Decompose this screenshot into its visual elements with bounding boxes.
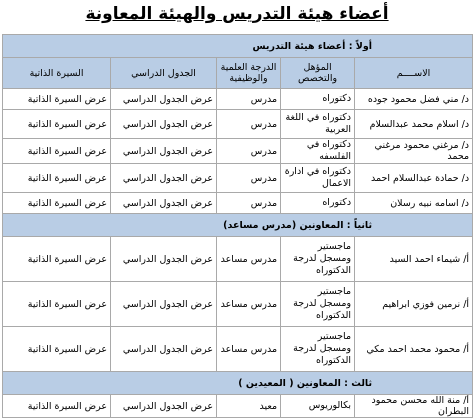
section-faculty-label: أولاً : أعضاء هيئة التدريس [252, 40, 373, 52]
view-cv-link[interactable]: عرض السيرة الذاتية [3, 89, 111, 110]
staff-name: د/ حمادة عبدالسلام احمد [355, 164, 473, 193]
section-assistants [3, 214, 473, 237]
staff-qualification: بكالوريوس [281, 395, 355, 418]
header-rank: الدرجة العلمية والوظيفية [217, 58, 281, 89]
view-schedule-link[interactable]: عرض الجدول الدراسي [111, 193, 217, 214]
view-cv-link[interactable]: عرض السيرة الذاتية [3, 237, 111, 282]
staff-rank: معيد [217, 395, 281, 418]
view-cv-link[interactable]: عرض السيرة الذاتية [3, 327, 111, 372]
view-schedule-link[interactable]: عرض الجدول الدراسي [111, 89, 217, 110]
header-name: الاســــم [355, 58, 473, 89]
view-schedule-link[interactable]: عرض الجدول الدراسي [111, 282, 217, 327]
staff-name: د/ مني فضل محمود جوده [355, 89, 473, 110]
table-row [3, 164, 473, 193]
table-row [3, 193, 473, 214]
staff-name: أ/ نرمين فوزي ابراهيم [355, 282, 473, 327]
view-schedule-link[interactable]: عرض الجدول الدراسي [111, 327, 217, 372]
staff-rank: مدرس [217, 193, 281, 214]
view-cv-link[interactable]: عرض السيرة الذاتية [3, 193, 111, 214]
view-schedule-link[interactable]: عرض الجدول الدراسي [111, 237, 217, 282]
staff-rank: مدرس مساعد [217, 282, 281, 327]
section-teaching-assistants [3, 372, 473, 395]
header-cv: السيرة الذاتية [3, 58, 111, 89]
view-cv-link[interactable]: عرض السيرة الذاتية [3, 282, 111, 327]
staff-qualification: ماجستير ومسجل لدرجة الدكتوراه [281, 237, 355, 282]
page-title: أعضاء هيئة التدريس والهيئة المعاونة [85, 4, 389, 24]
staff-name: د/ اسامه نبيه رسلان [355, 193, 473, 214]
view-cv-link[interactable]: عرض السيرة الذاتية [3, 139, 111, 164]
view-cv-link[interactable]: عرض السيرة الذاتية [3, 110, 111, 139]
view-cv-link[interactable]: عرض السيرة الذاتية [3, 164, 111, 193]
staff-qualification: دكتوراه في ادارة الاعمال [281, 164, 355, 193]
view-schedule-link[interactable]: عرض الجدول الدراسي [111, 110, 217, 139]
view-schedule-link[interactable]: عرض الجدول الدراسي [111, 395, 217, 418]
staff-name: أ/ شيماء احمد السيد [355, 237, 473, 282]
staff-name: أ/ محمود محمد احمد مكي [355, 327, 473, 372]
section-assistants-label: ثانياً : المعاونين (مدرس مساعد) [223, 219, 373, 231]
staff-table [2, 34, 473, 418]
staff-name: د/ اسلام محمد عبدالسلام [355, 110, 473, 139]
header-qualification: المؤهل والتخصص [281, 58, 355, 89]
staff-rank: مدرس [217, 139, 281, 164]
table-row [3, 282, 473, 327]
header-schedule: الجدول الدراسي [111, 58, 217, 89]
table-row [3, 110, 473, 139]
table-row [3, 89, 473, 110]
staff-qualification: دكتوراه في الفلسفه [281, 139, 355, 164]
staff-rank: مدرس مساعد [217, 237, 281, 282]
table-row [3, 327, 473, 372]
staff-qualification: دكتوراه [281, 89, 355, 110]
staff-rank: مدرس [217, 110, 281, 139]
staff-rank: مدرس مساعد [217, 327, 281, 372]
staff-rank: مدرس [217, 164, 281, 193]
staff-rank: مدرس [217, 89, 281, 110]
section-teaching-assistants-label: ثالث : المعاونين ( المعيدين ) [238, 377, 373, 389]
staff-qualification: ماجستير ومسجل لدرجة الدكتوراه [281, 282, 355, 327]
view-schedule-link[interactable]: عرض الجدول الدراسي [111, 164, 217, 193]
staff-name: د/ مرغني محمود مرغني محمد [355, 139, 473, 164]
staff-name: أ/ منة الله محسن محمود البطران [355, 395, 473, 418]
view-cv-link[interactable]: عرض السيرة الذاتية [3, 395, 111, 418]
table-row [3, 395, 473, 418]
staff-qualification: دكتوراه [281, 193, 355, 214]
table-row [3, 139, 473, 164]
table-header-row [3, 58, 473, 89]
staff-qualification: ماجستير ومسجل لدرجة الدكتوراه [281, 327, 355, 372]
view-schedule-link[interactable]: عرض الجدول الدراسي [111, 139, 217, 164]
staff-qualification: دكتوراه في اللغة العربية [281, 110, 355, 139]
section-faculty [3, 35, 473, 58]
table-row [3, 237, 473, 282]
